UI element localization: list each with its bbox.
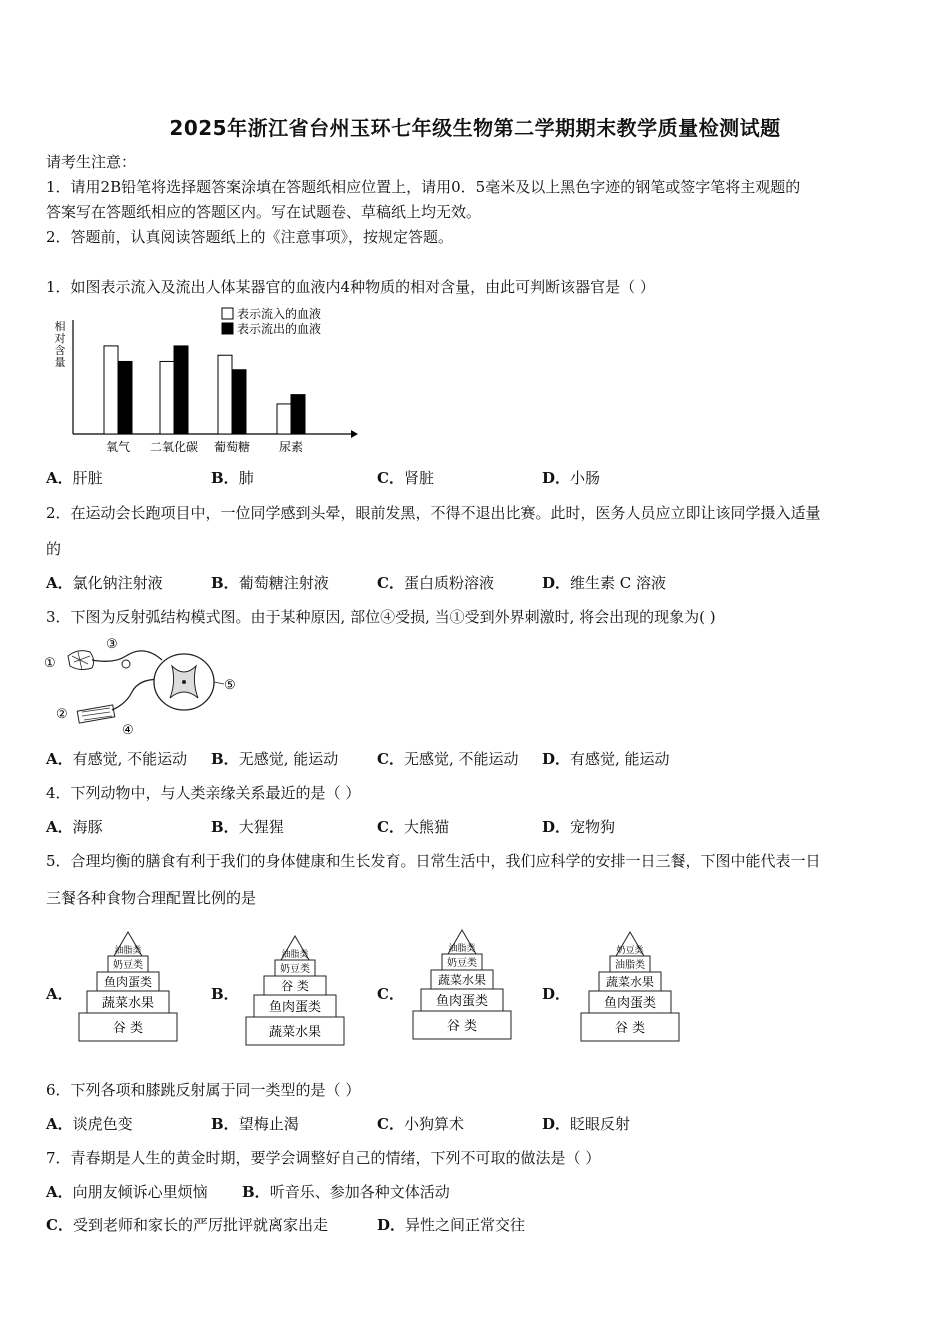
q2-option-c[interactable]: [377, 573, 494, 593]
pyramid-layer-label: 油脂类: [615, 959, 645, 971]
pyramid-layer-label: 鱼肉蛋类: [435, 993, 489, 1009]
x-tick-label-3: 尿素: [278, 440, 304, 454]
option-letter: A．: [46, 574, 73, 592]
q7-option-c[interactable]: [46, 1215, 328, 1235]
option-letter: D．: [377, 1216, 406, 1234]
pyramid-layer-label: 鱼肉蛋类: [603, 995, 657, 1011]
option-text: 氯化钠注射液: [72, 574, 163, 592]
q1-option-d[interactable]: [542, 468, 600, 488]
option-text: 肾脏: [403, 469, 434, 487]
q3-stem: 3．下图为反射弧结构模式图。由于某种原因, 部位④受损, 当①受到外界刺激时, 将会出现的现象为( ): [46, 608, 716, 626]
reflex-arc-diagram: [44, 634, 240, 738]
pyramid-layer-label: 鱼肉蛋类: [268, 999, 322, 1015]
option-letter: C．: [46, 1216, 73, 1234]
pyramid-layer-label: 谷 类: [281, 979, 309, 994]
option-text: 受到老师和家长的严厉批评就离家出走: [72, 1216, 328, 1234]
bar-outflow-1: [174, 346, 188, 434]
pyramid-layer-label: 油脂类: [448, 944, 476, 954]
q4-stem: 4．下列动物中，与人类亲缘关系最近的是（ ）: [46, 784, 361, 802]
q1-option-a[interactable]: [46, 468, 103, 488]
y-axis-label-text: 相对含量: [54, 320, 66, 369]
legend-label-0: 表示流入的血液: [237, 307, 322, 321]
q1-bar-chart: [46, 304, 360, 458]
label-pointer-5: [214, 682, 224, 684]
effector: [77, 705, 115, 723]
option-text: 无感觉, 不能运动: [403, 750, 519, 768]
q2-option-b[interactable]: [211, 573, 329, 593]
q5-option-a[interactable]: [46, 984, 73, 1004]
option-text: 异性之间正常交往: [405, 1216, 526, 1234]
option-letter: A．: [46, 750, 73, 768]
option-text: 肺: [238, 469, 254, 487]
option-letter: A．: [46, 818, 73, 836]
bar-outflow-3: [291, 395, 305, 434]
legend-swatch-1: [222, 323, 233, 334]
option-letter: C．: [377, 574, 404, 592]
q1-option-b[interactable]: [211, 468, 254, 488]
option-letter: C．: [377, 469, 404, 487]
q5-option-c[interactable]: [377, 984, 404, 1004]
bar-inflow-0: [104, 346, 118, 434]
q1-stem: 1．如图表示流入及流出人体某器官的血液内4种物质的相对含量，由此可判断该器官是（ ）: [46, 278, 655, 296]
option-letter: A．: [46, 985, 73, 1003]
pyramid-layer-label: 奶豆类: [280, 963, 310, 975]
q5-option-b[interactable]: [211, 984, 239, 1004]
q4-option-c[interactable]: [377, 817, 449, 837]
label-1: ①: [44, 656, 56, 671]
pyramid-layer-label: 蔬菜水果: [101, 995, 155, 1011]
q3-option-c[interactable]: [377, 749, 519, 769]
option-text: 蛋白质粉溶液: [403, 574, 494, 592]
pyramid-layer-label: 谷 类: [614, 1020, 646, 1036]
q5-stem-cont: 三餐各种食物合理配置比例的是: [46, 889, 257, 907]
option-text: 肝脏: [72, 469, 103, 487]
option-letter: D．: [542, 985, 571, 1003]
q3-option-d[interactable]: [542, 749, 670, 769]
y-axis-label: [55, 319, 66, 369]
food-pyramid-b: [245, 932, 345, 1048]
option-text: 小狗算术: [403, 1115, 464, 1133]
x-tick-label-0: 氧气: [105, 440, 131, 454]
pyramid-layer-label: 奶豆类: [113, 959, 143, 971]
page-title: 2025年浙江省台州玉环七年级生物第二学期期末教学质量检测试题: [169, 116, 781, 140]
option-text: 望梅止渴: [238, 1115, 299, 1133]
option-letter: A．: [46, 1115, 73, 1133]
option-letter: B．: [211, 750, 239, 768]
option-text: 维生素 C 溶液: [570, 574, 667, 592]
ganglion: [122, 660, 130, 668]
q6-stem: 6．下列各项和膝跳反射属于同一类型的是（ ）: [46, 1081, 361, 1099]
q6-option-c[interactable]: [377, 1114, 464, 1134]
label-5: ⑤: [224, 678, 236, 693]
q3-option-a[interactable]: [46, 749, 187, 769]
option-letter: C．: [377, 750, 404, 768]
x-tick-label-2: 葡萄糖: [213, 440, 251, 454]
pyramid-layer-label: 油脂类: [114, 946, 142, 956]
q2-stem: 2．在运动会长跑项目中，一位同学感到头晕，眼前发黑，不得不退出比赛。此时，医务人员应立即让该同学摄入适量: [46, 504, 821, 522]
label-4: ④: [122, 723, 134, 738]
notice-line-1: 1．请用2B铅笔将选择题答案涂填在答题纸相应位置上，请用0．5毫米及以上黑色字迹的钢笔或签字笔将主观题的: [46, 178, 801, 196]
pyramid-layer-label: 鱼肉蛋类: [103, 975, 153, 990]
bar-inflow-1: [160, 361, 174, 434]
option-text: 小肠: [570, 469, 601, 487]
pyramid-layer-label: 谷 类: [112, 1020, 144, 1036]
option-text: 听音乐、参加各种文体活动: [269, 1183, 450, 1201]
option-text: 无感觉, 能运动: [238, 750, 339, 768]
option-letter: C．: [377, 985, 404, 1003]
option-text: 向朋友倾诉心里烦恼: [72, 1183, 208, 1201]
x-tick-label-1: 二氧化碳: [149, 440, 199, 454]
bar-inflow-2: [218, 355, 232, 434]
pyramid-layer-label: 蔬菜水果: [268, 1024, 322, 1040]
q7-option-a[interactable]: [46, 1182, 208, 1202]
spinal-cord: [154, 654, 214, 710]
pyramid-layer-label: 蔬菜水果: [437, 973, 487, 988]
q2-option-a[interactable]: [46, 573, 163, 593]
notice-heading: 请考生注意：: [46, 153, 137, 171]
q6-option-d[interactable]: [542, 1114, 630, 1134]
bar-inflow-3: [277, 404, 291, 434]
label-2: ②: [56, 707, 68, 722]
option-text: 大熊猫: [403, 818, 449, 836]
option-letter: D．: [542, 1115, 571, 1133]
notice-line-1b: 答案写在答题纸相应的答题区内。写在试题卷、草稿纸上均无效。: [46, 203, 482, 221]
option-text: 谈虎色变: [72, 1115, 133, 1133]
q4-option-a[interactable]: [46, 817, 103, 837]
option-text: 海豚: [72, 818, 103, 836]
option-letter: D．: [542, 818, 571, 836]
option-letter: D．: [542, 750, 571, 768]
q6-option-a[interactable]: [46, 1114, 133, 1134]
option-letter: B．: [211, 818, 239, 836]
option-text: 有感觉, 不能运动: [72, 750, 188, 768]
x-axis-arrow: [351, 430, 358, 438]
notice-line-2: 2．答题前，认真阅读答题纸上的《注意事项》，按规定答题。: [46, 228, 454, 246]
q1-option-c[interactable]: [377, 468, 434, 488]
option-letter: B．: [211, 1115, 239, 1133]
option-letter: C．: [377, 1115, 404, 1133]
q4-option-d[interactable]: [542, 817, 615, 837]
q7-option-d[interactable]: [377, 1215, 525, 1235]
pyramid-layer-label: 谷 类: [446, 1018, 478, 1034]
legend-label-1: 表示流出的血液: [237, 322, 322, 336]
legend-swatch-0: [222, 308, 233, 319]
q5-option-d[interactable]: [542, 984, 570, 1004]
option-text: 大猩猩: [238, 818, 284, 836]
q6-option-b[interactable]: [211, 1114, 299, 1134]
q2-stem-cont: 的: [46, 540, 62, 558]
option-letter: B．: [242, 1183, 270, 1201]
pyramid-layer-label: 蔬菜水果: [605, 975, 655, 990]
q7-stem: 7．青春期是人生的黄金时期，要学会调整好自己的情绪，下列不可取的做法是（ ）: [46, 1149, 601, 1167]
bar-outflow-2: [232, 370, 246, 434]
q2-option-d[interactable]: [542, 573, 666, 593]
food-pyramid-a: [78, 928, 178, 1044]
option-letter: A．: [46, 1183, 73, 1201]
option-text: 有感觉, 能运动: [570, 750, 670, 768]
receptor: [68, 651, 94, 670]
option-letter: B．: [211, 985, 239, 1003]
option-text: 眨眼反射: [570, 1115, 631, 1133]
option-text: 葡萄糖注射液: [238, 574, 329, 592]
option-letter: D．: [542, 469, 571, 487]
option-letter: B．: [211, 574, 239, 592]
pyramid-layer-label: 油脂类: [281, 950, 309, 960]
food-pyramid-c: [412, 926, 512, 1042]
label-3: ③: [106, 637, 118, 652]
q5-stem: 5．合理均衡的膳食有利于我们的身体健康和生长发育。日常生活中，我们应科学的安排一日三餐，下图中能代表一日: [46, 852, 821, 870]
pyramid-layer-label: 奶豆类: [447, 957, 477, 969]
pyramid-layer-label: 奶豆类: [616, 946, 644, 956]
q7-option-b[interactable]: [242, 1182, 450, 1202]
option-text: 宠物狗: [570, 818, 616, 836]
option-letter: D．: [542, 574, 571, 592]
option-letter: A．: [46, 469, 73, 487]
option-letter: B．: [211, 469, 239, 487]
option-letter: C．: [377, 818, 404, 836]
food-pyramid-d: [580, 928, 680, 1044]
bar-outflow-0: [118, 361, 132, 434]
q3-option-b[interactable]: [211, 749, 338, 769]
q4-option-b[interactable]: [211, 817, 284, 837]
